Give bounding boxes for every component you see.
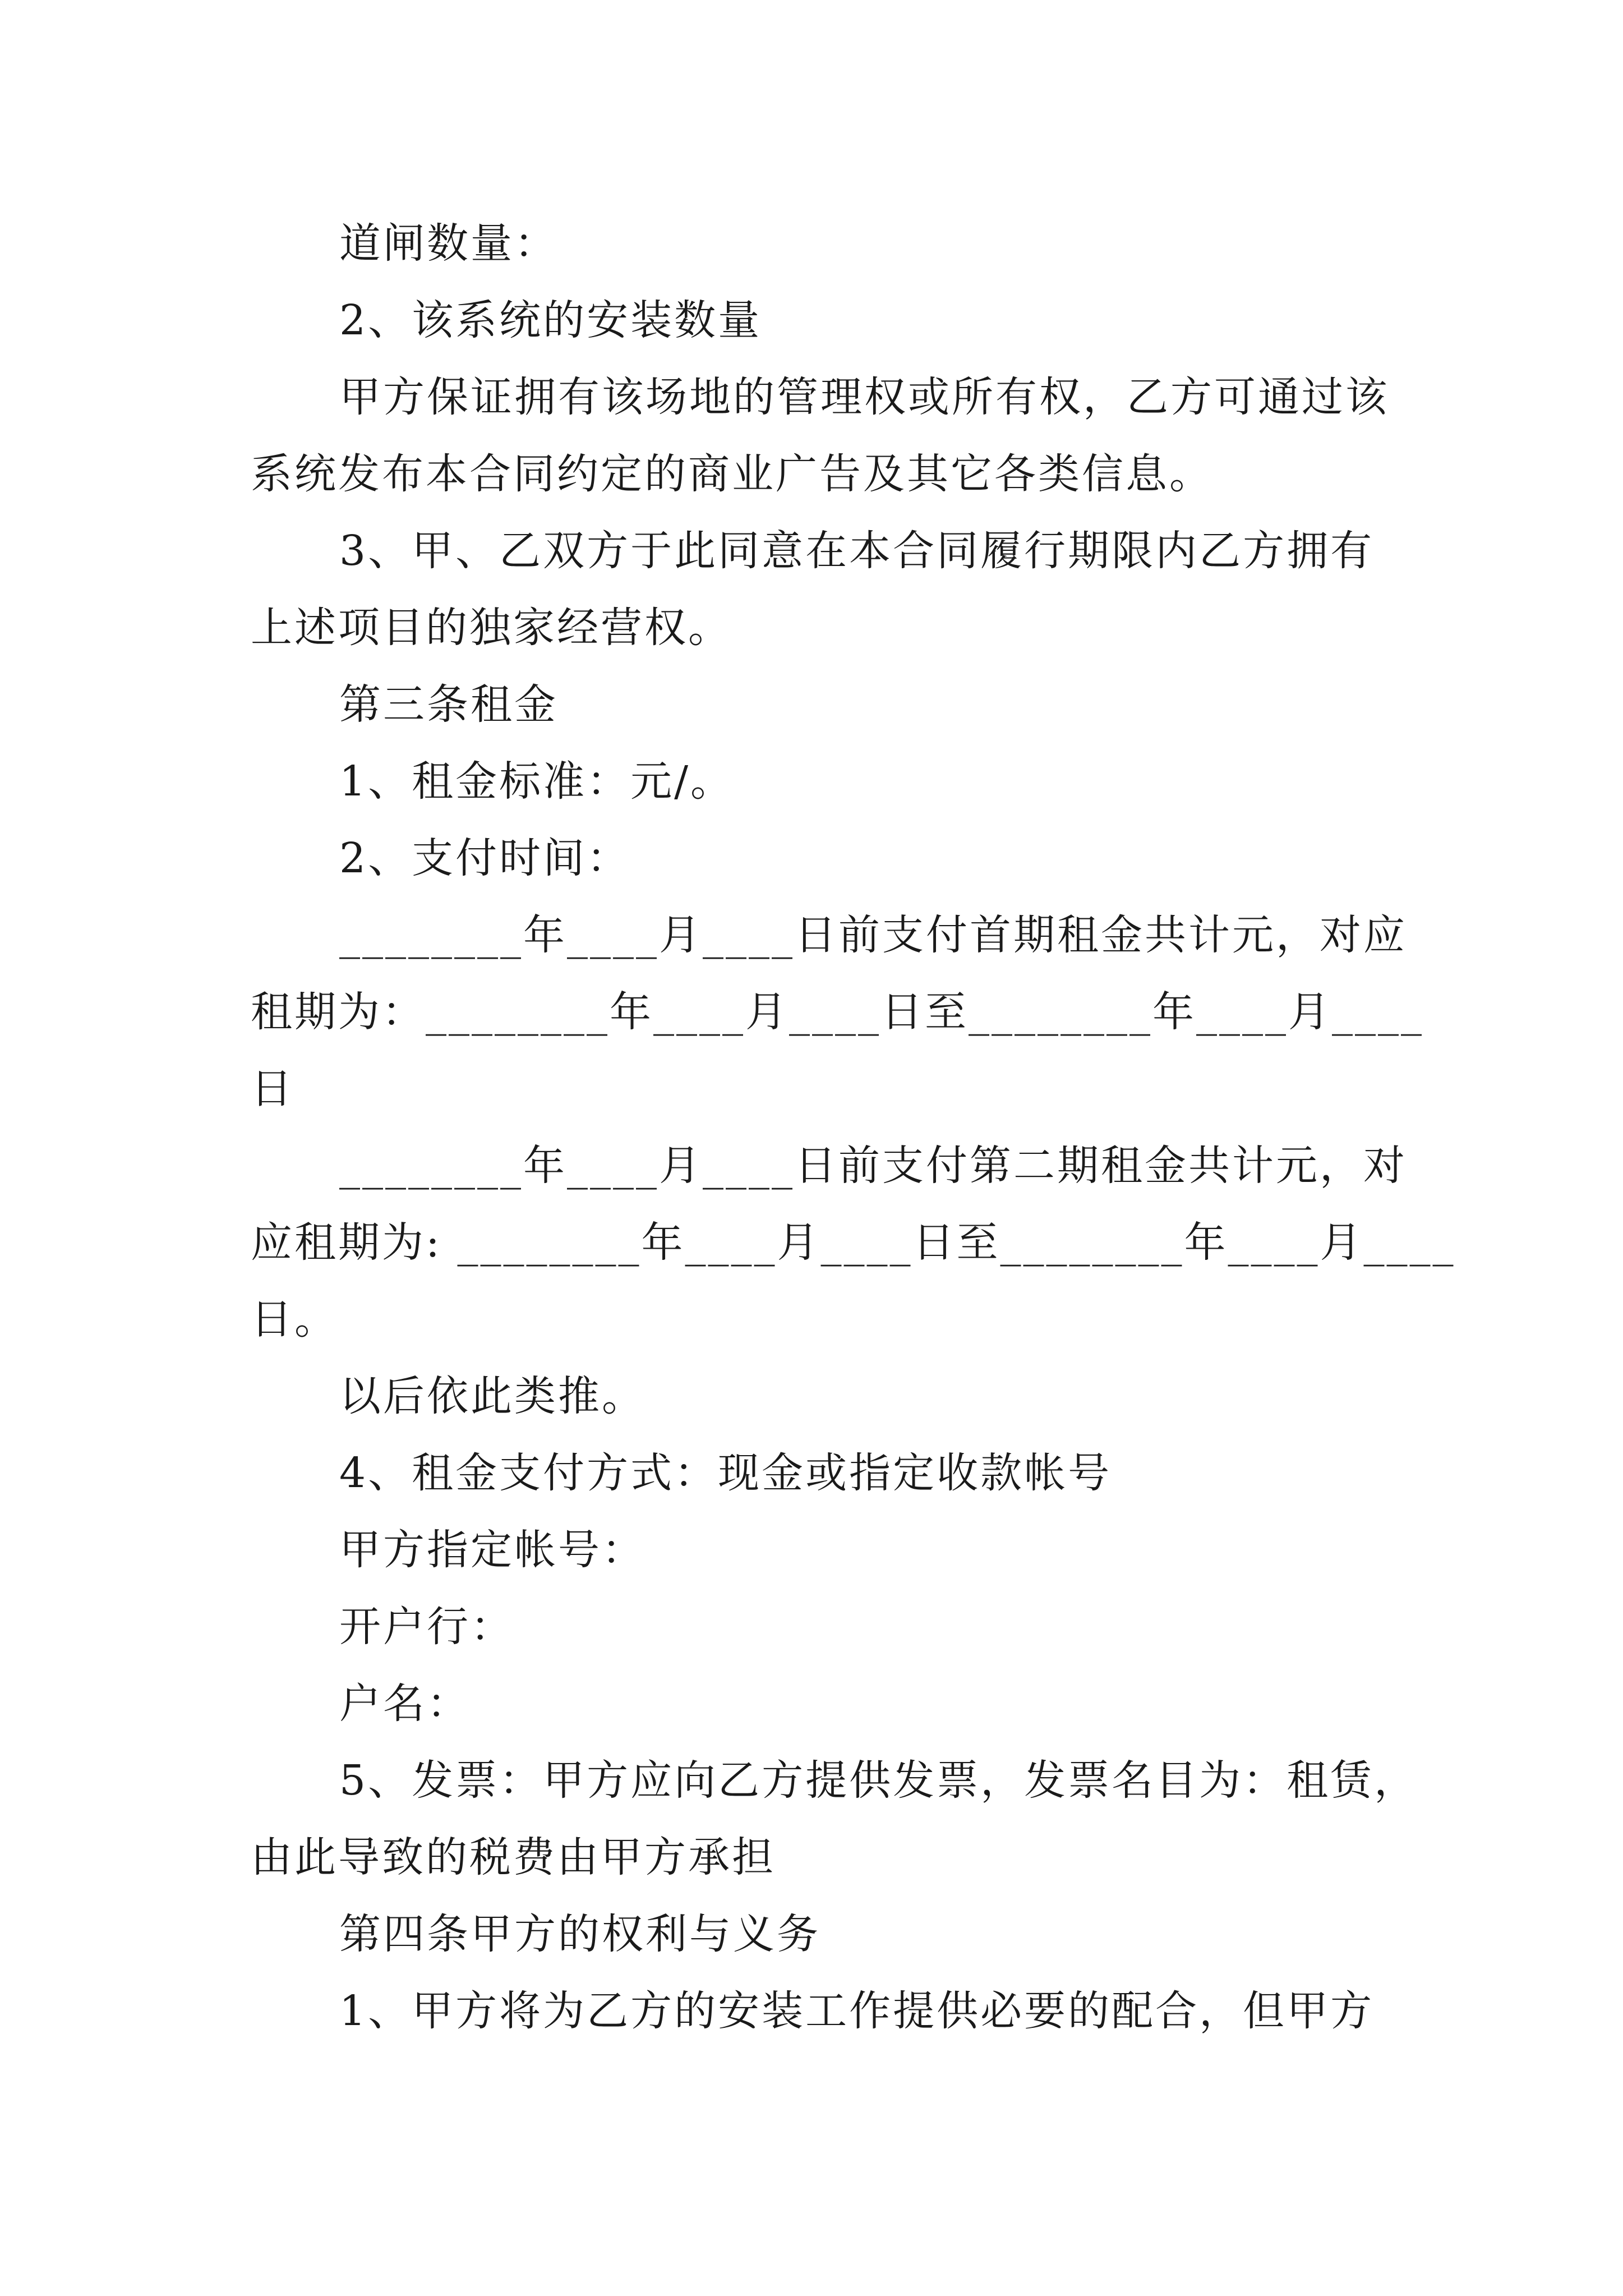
section-heading-text: 第三条租金 xyxy=(339,680,558,729)
paragraph-party-a-cooperation xyxy=(251,1973,1541,2050)
field-label: 甲方指定帐号： xyxy=(339,1526,645,1574)
fill-in-line: 应租期为: ________年____月____日至________年____月____ xyxy=(251,1218,1456,1267)
text-line: 由此导致的税费由甲方承担 xyxy=(251,1833,776,1881)
text-line: 1、甲方将为乙方的安装工作提供必要的配合，但甲方 xyxy=(339,1987,1375,2035)
paragraph-payment-method xyxy=(251,1435,1541,1512)
field-label: 开户行： xyxy=(339,1603,514,1651)
paragraph-rent-standard xyxy=(251,743,1541,820)
fill-in-line: 租期为：________年____月____日至________年____月____ xyxy=(251,988,1424,1036)
text-line: 日 xyxy=(251,1065,294,1113)
text-line: 4、租金支付方式：现金或指定收款帐号 xyxy=(339,1449,1112,1497)
fill-in-line: ________年____月____日前支付第二期租金共计元，对 xyxy=(339,1142,1407,1190)
text-line: 甲方保证拥有该场地的管理权或所有权，乙方可通过该 xyxy=(339,373,1389,421)
section-heading-text: 第四条甲方的权利与义务 xyxy=(339,1910,820,1958)
text-line: 1、租金标准：元/。 xyxy=(339,757,735,806)
text-line: 日。 xyxy=(251,1295,338,1343)
paragraph-invoice xyxy=(251,1742,1541,1896)
text-line: 5、发票：甲方应向乙方提供发票，发票名目为：租赁， xyxy=(339,1756,1418,1805)
text-line: 以后依此类推。 xyxy=(339,1372,645,1420)
paragraph-management-right xyxy=(251,359,1541,513)
field-designated-account xyxy=(251,1512,1541,1589)
field-account-name xyxy=(251,1665,1541,1742)
text-line: 3、甲、乙双方于此同意在本合同履行期限内乙方拥有 xyxy=(339,527,1375,575)
text-line: 上述项目的独家经营权。 xyxy=(251,604,732,652)
paragraph-exclusive-right xyxy=(251,513,1541,666)
fill-in-line: ________年____月____日前支付首期租金共计元，对应 xyxy=(339,911,1407,959)
text-line: 2、该系统的安装数量 xyxy=(339,296,762,344)
field-bank xyxy=(251,1589,1541,1665)
section-heading-rent xyxy=(251,666,1541,743)
paragraph-install-quantity xyxy=(251,282,1541,359)
field-label: 户名： xyxy=(339,1680,471,1728)
paragraph-and-so-on xyxy=(251,1358,1541,1435)
text-line: 道闸数量： xyxy=(339,219,558,268)
paragraph-payment-time xyxy=(251,820,1541,897)
section-heading-party-a-rights xyxy=(251,1896,1541,1973)
paragraph-second-payment xyxy=(251,1128,1541,1358)
document-body xyxy=(251,205,1541,2050)
text-line: 2、支付时间： xyxy=(339,834,631,882)
text-line: 系统发布本合同约定的商业广告及其它各类信息。 xyxy=(251,450,1213,498)
paragraph-first-payment xyxy=(251,897,1541,1128)
paragraph-gate-quantity xyxy=(251,205,1541,282)
